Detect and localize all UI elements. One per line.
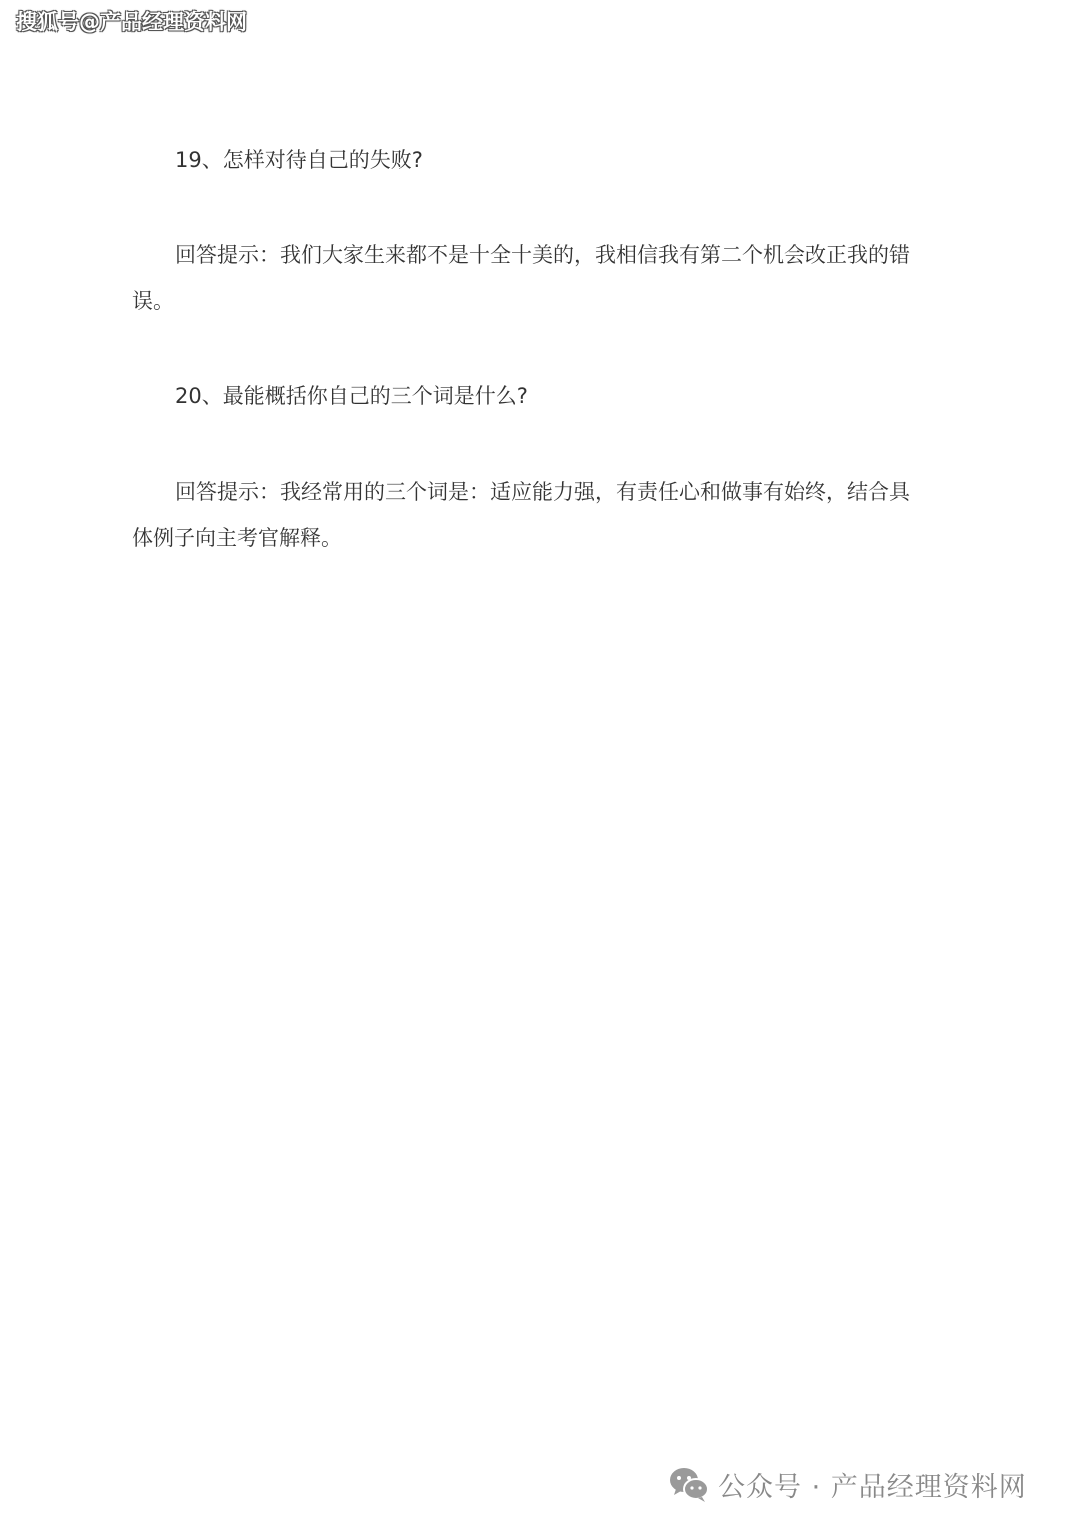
answer-19-line-1: 回答提示：我们大家生来都不是十全十美的，我相信我有第二个机会改正我的错 [175, 243, 910, 267]
answer-20-line-2: 体例子向主考官解释。 [132, 526, 342, 550]
wechat-icon [668, 1464, 710, 1504]
question-19: 19、怎样对待自己的失败? [175, 148, 423, 172]
footer-label: 公众号 · 产品经理资料网 [718, 1471, 1027, 1503]
answer-20-line-1: 回答提示：我经常用的三个词是：适应能力强，有责任心和做事有始终，结合具 [175, 480, 910, 504]
question-20: 20、最能概括你自己的三个词是什么? [175, 384, 528, 408]
answer-19-line-2: 误。 [132, 289, 174, 313]
sohu-watermark: 搜狐号@产品经理资料网 [16, 10, 247, 34]
wechat-footer-watermark [668, 1462, 1027, 1506]
